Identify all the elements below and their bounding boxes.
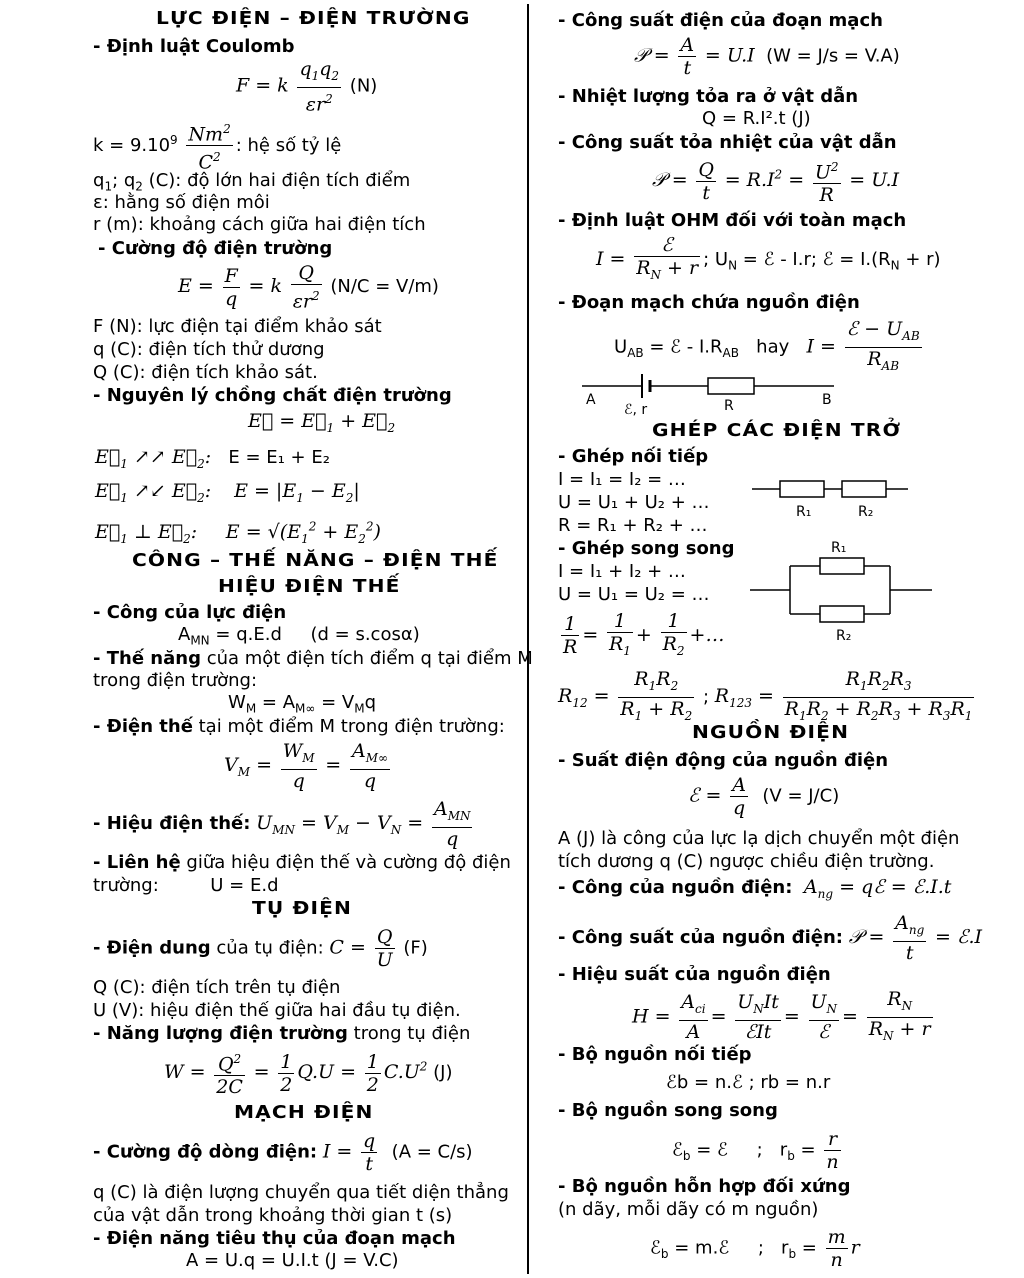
- mixed-source-note: (n dãy, mỗi dãy có m nguồn): [558, 1199, 819, 1220]
- node-b-label: B: [822, 392, 832, 408]
- qtest-desc: q (C): điện tích thử dương: [93, 339, 325, 360]
- series-source-label: - Bộ nguồn nối tiếp: [558, 1044, 752, 1065]
- branch-r-label: R: [724, 398, 734, 414]
- branch-source-label: ℰ, r: [624, 402, 648, 418]
- q-desc: $q_1$; $q_2$ (C): độ lớn hai điện tích điểm: [93, 170, 411, 194]
- power-label: - Công suất điện của đoạn mạch: [558, 10, 883, 31]
- potential-difference-row: - Hiệu điện thế: $U_{MN} = V_M - V_N$ = $A_{MN}$ q: [93, 798, 471, 850]
- opposite-direction-case: $E⃗_1$ ↗↙ $E⃗_2$: $E = |E_1 - E_2|$: [95, 480, 360, 505]
- series-current: I = I₁ = I₂ = …: [558, 469, 686, 490]
- source-work-row: - Công của nguồn điện: $A_{ng}$ = qℰ = ℰ.I.t: [558, 876, 952, 901]
- power-formula: 𝒫 = $\frac{A}{t}$ = U.I (W = J/s = V.A): [634, 34, 900, 79]
- source-branch-formula: $U_{AB}$ = ℰ - $I.R_{AB}$ hay I = ℰ − $U_{AB}$ $R_{AB}$: [614, 318, 920, 373]
- capacitor-q-desc: Q (C): điện tích trên tụ điện: [93, 977, 341, 998]
- electric-energy-formula: A = U.q = U.I.t (J = V.C): [186, 1250, 399, 1271]
- parallel-source-formula: ℰ$_b$ = ℰ ; $r_b$ = $\frac{r}{n}$: [672, 1128, 839, 1173]
- mixed-source-formula: ℰ$_b$ = m.ℰ ; $r_b$ = $\frac{m}{n}$ r: [650, 1226, 860, 1271]
- capacitor-u-desc: U (V): hiệu điện thế giữa hai đầu tụ điện.: [93, 1000, 461, 1021]
- series-r2-label: R₂: [858, 504, 874, 520]
- ohm-label: - Định luật OHM đối với toàn mạch: [558, 210, 907, 231]
- efficiency-label: - Hiệu suất của nguồn điện: [558, 964, 831, 985]
- heat-power-formula: 𝒫 = $\frac{Q}{t}$ = $R.I^2$ = $\frac{U^2}{R}$ = U.I: [652, 156, 899, 206]
- series-resistance: R = R₁ + R₂ + …: [558, 515, 708, 536]
- capacitance-row: - Điện dung của tụ điện: C = $\frac{Q}{U}$ (F): [93, 926, 428, 971]
- superposition-formula: E⃗ = $E⃗_1$ + $E⃗_2$: [248, 410, 396, 435]
- potential-text: - Điện thế tại một điểm M trong điện trường:: [93, 716, 505, 737]
- source-branch-circuit: [582, 374, 834, 398]
- potential-energy-formula: $W_M = A_{M\infty} = V_Mq$: [228, 692, 377, 716]
- field-label: - Cường độ điện trường: [98, 238, 333, 259]
- series-label: - Ghép nối tiếp: [558, 446, 709, 467]
- parallel-resistor-diagram: [750, 558, 932, 622]
- title-capacitor: TỤ ĐIỆN: [252, 898, 353, 919]
- source-power-row: - Công suất của nguồn điện: 𝒫 = $A_{ng}$ t = ℰ.I: [558, 912, 983, 964]
- series-voltage: U = U₁ + U₂ + …: [558, 492, 710, 513]
- work-label: - Công của lực điện: [93, 602, 287, 623]
- node-a-label: A: [586, 392, 596, 408]
- coulomb-label: - Định luật Coulomb: [93, 36, 295, 57]
- emf-label: - Suất điện động của nguồn điện: [558, 750, 889, 771]
- Q-desc: Q (C): điện tích khảo sát.: [93, 362, 318, 383]
- work-formula: $A_{MN} = q.E.d$ (d = s.cosα): [178, 624, 420, 648]
- title-force-field: LỰC ĐIỆN – ĐIỆN TRƯỜNG: [156, 8, 471, 29]
- charge-desc-2: của vật dẫn trong khoảng thời gian t (s): [93, 1205, 453, 1226]
- heat-power-label: - Công suất tỏa nhiệt của vật dẫn: [558, 132, 897, 153]
- source-branch-label: - Đoạn mạch chứa nguồn điện: [558, 292, 860, 313]
- equivalent-resistance-formula: $R_{12}$ = $\frac{R_1R_2}{R_1 + R_2}$ ; $R_{123}$ = $\frac{R_1R_2R_3}{R_1R_2 + R_2R_3 + R_3R_1}$: [558, 668, 973, 723]
- potential-formula: $V_M$ = $\frac{W_M}{q}$ = $\frac{A_{M\infty}}{q}$: [224, 740, 388, 792]
- field-formula: E = $\frac{F}{q}$ = k $\frac{Q}{\varepsilon r^2}$ (N/C = V/m): [178, 262, 439, 313]
- ohm-formula: I = ℰ $R_N + r$ ; $U_N$ = ℰ - I.r; ℰ = $I.(R_N + r)$: [596, 234, 941, 282]
- heat-formula: Q = R.I².t (J): [702, 108, 811, 129]
- relation-line2: trường: U = E.d: [93, 875, 279, 896]
- title-circuit: MẠCH ĐIỆN: [234, 1102, 374, 1123]
- superposition-label: - Nguyên lý chồng chất điện trường: [93, 385, 452, 406]
- emf-desc-2: tích dương q (C) ngược chiều điện trường.: [558, 851, 935, 872]
- title-potential-difference: HIỆU ĐIỆN THẾ: [218, 576, 401, 597]
- series-r1-label: R₁: [796, 504, 812, 520]
- title-work-energy: CÔNG – THẾ NĂNG – ĐIỆN THẾ: [132, 550, 499, 571]
- coulomb-formula: F = k $\frac{q_1q_2}{\varepsilon r^2}$ (N): [236, 58, 378, 116]
- parallel-current: I = I₁ + I₂ + …: [558, 561, 686, 582]
- title-resistors: GHÉP CÁC ĐIỆN TRỞ: [652, 420, 902, 441]
- eps-desc: ε: hằng số điện môi: [93, 192, 270, 213]
- electric-energy-label: - Điện năng tiêu thụ của đoạn mạch: [93, 1228, 456, 1249]
- capacitor-energy-formula: W = $\frac{Q^2}{2C}$ = $\frac{1}{2}$ Q.U = $\frac{1}{2}$ $C.U^2$ (J): [164, 1048, 453, 1098]
- efficiency-formula: H = $A_{ci}$ A = $U_NIt$ ℰIt = $U_N$ ℰ = $\frac{R_N}{R_N + r}$: [632, 988, 931, 1044]
- heat-label: - Nhiệt lượng tỏa ra ở vật dẫn: [558, 86, 859, 107]
- parallel-r1-label: R₁: [831, 540, 847, 556]
- parallel-source-label: - Bộ nguồn song song: [558, 1100, 778, 1121]
- perpendicular-case: $E⃗_1$ ⊥ $E⃗_2$: $E = √(E_1^2 + E_2^2)$: [95, 520, 381, 547]
- parallel-voltage: U = U₁ = U₂ = …: [558, 584, 710, 605]
- r-desc: r (m): khoảng cách giữa hai điện tích: [93, 214, 426, 235]
- relation-text: - Liên hệ giữa hiệu điện thế và cường độ điện: [93, 852, 511, 873]
- title-source: NGUỒN ĐIỆN: [692, 722, 850, 743]
- potential-energy-text: - Thế năng của một điện tích điểm q tại điểm M: [93, 648, 533, 669]
- capacitor-energy-text: - Năng lượng điện trường trong tụ điện: [93, 1023, 471, 1044]
- mixed-source-label: - Bộ nguồn hỗn hợp đối xứng: [558, 1176, 851, 1197]
- charge-desc-1: q (C) là điện lượng chuyển qua tiết diện thẳng: [93, 1182, 509, 1203]
- k-constant: $k = 9.10^9$ $\frac{Nm^2}{C^2}$ : hệ số tỷ lệ: [93, 118, 341, 174]
- series-resistor-diagram: [752, 481, 908, 497]
- series-source-formula: ℰb = n.ℰ ; rb = n.r: [666, 1072, 831, 1093]
- parallel-label: - Ghép song song: [558, 538, 735, 559]
- f-desc: F (N): lực điện tại điểm khảo sát: [93, 316, 382, 337]
- potential-energy-line2: trong điện trường:: [93, 670, 258, 691]
- same-direction-case: $E⃗_1$ ↗↗ $E⃗_2$: E = E₁ + E₂: [95, 446, 330, 471]
- emf-formula: ℰ = $\frac{A}{q}$ (V = J/C): [688, 774, 840, 819]
- current-row: - Cường độ dòng điện: I = $\frac{q}{t}$ (A = C/s): [93, 1130, 473, 1175]
- parallel-resistance-formula: $\frac{1}{R}$ = $\frac{1}{R_1}$ + $\frac{1}{R_2}$ +…: [563, 610, 725, 659]
- emf-desc-1: A (J) là công của lực lạ dịch chuyển một điện: [558, 828, 960, 849]
- parallel-r2-label: R₂: [836, 628, 852, 644]
